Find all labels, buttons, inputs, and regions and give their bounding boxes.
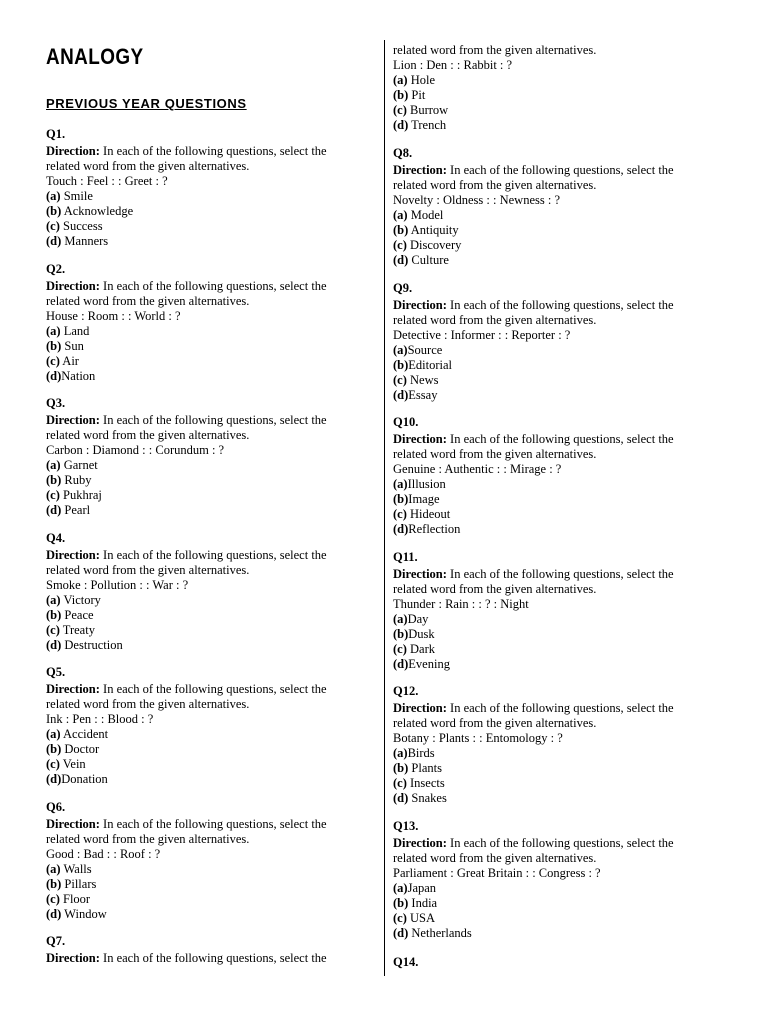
option-text: Treaty — [59, 622, 95, 637]
direction-text: In each of the following questions, select the — [450, 701, 674, 715]
analogy-pair: Novelty : Oldness : : Newness : ? — [393, 193, 560, 207]
option-text: Birds — [407, 746, 435, 760]
option-text: Editorial — [408, 357, 453, 372]
direction-label: Direction: — [393, 701, 447, 715]
option-text: Culture — [408, 253, 449, 267]
option-text: Antiquity — [408, 223, 459, 237]
answer-option — [46, 473, 327, 488]
option-letter: (b) — [46, 607, 62, 622]
analogy-pair: Thunder : Rain : : ? : Night — [393, 596, 529, 611]
option-letter: (b) — [46, 204, 62, 218]
option-text: Success — [59, 219, 103, 233]
direction-text: In each of the following questions, select the — [450, 432, 674, 446]
direction-label: Direction: — [46, 413, 100, 427]
answer-option — [393, 358, 674, 373]
question-block — [46, 127, 327, 249]
direction-text: In each of the following questions, select the — [103, 547, 327, 562]
option-letter: (a) — [393, 208, 408, 222]
option-letter: (d) — [46, 906, 62, 921]
answer-option — [46, 623, 327, 638]
answer-option — [46, 219, 327, 234]
direction-text-cont: related word from the given alternatives. — [46, 697, 250, 711]
option-letter: (b) — [393, 492, 409, 506]
direction-label: Direction: — [46, 816, 100, 831]
option-text: USA — [406, 910, 436, 925]
answer-option — [393, 118, 596, 133]
direction-label: Direction: — [46, 682, 100, 696]
option-letter: (a) — [393, 746, 408, 760]
question-continuation — [393, 43, 596, 133]
option-letter: (b) — [393, 761, 409, 775]
option-letter: (b) — [46, 876, 62, 891]
answer-option — [393, 238, 674, 253]
answer-option — [46, 488, 327, 503]
option-text: Donation — [61, 772, 108, 786]
direction-text-cont: related word from the given alternatives. — [46, 831, 250, 846]
answer-option — [393, 522, 674, 537]
direction-line — [46, 548, 327, 563]
option-text: Smile — [60, 189, 93, 203]
direction-text: In each of the following questions, select the — [103, 278, 327, 293]
direction-label: Direction: — [393, 163, 447, 177]
option-letter: (a) — [393, 611, 408, 626]
option-text: News — [406, 372, 439, 387]
option-letter: (b) — [393, 357, 409, 372]
option-letter: (d) — [393, 925, 409, 940]
direction-text-cont: related word from the given alternatives. — [46, 562, 250, 577]
question-number: Q2. — [46, 261, 66, 276]
answer-option — [393, 627, 674, 642]
direction-text: In each of the following questions, select the — [103, 413, 327, 427]
option-text: Pillars — [61, 876, 97, 891]
answer-option — [46, 772, 327, 787]
option-text: Dusk — [408, 626, 435, 641]
direction-label: Direction: — [46, 951, 100, 965]
option-letter: (c) — [393, 238, 407, 252]
option-letter: (b) — [46, 742, 62, 756]
option-text: Acknowledge — [61, 204, 134, 218]
option-text: Snakes — [408, 791, 447, 805]
option-letter: (d) — [393, 656, 409, 671]
option-letter: (d) — [46, 234, 62, 248]
answer-option — [393, 388, 674, 403]
direction-text-cont: related word from the given alternatives. — [46, 293, 250, 308]
option-text: Illusion — [407, 477, 446, 491]
analogy-pair: Genuine : Authentic : : Mirage : ? — [393, 462, 562, 476]
option-letter: (d) — [393, 791, 409, 805]
answer-option — [46, 503, 327, 518]
option-text: Ruby — [61, 473, 92, 487]
question-block — [393, 146, 674, 268]
analogy-pair: Ink : Pen : : Blood : ? — [46, 712, 154, 726]
direction-label: Direction: — [393, 835, 447, 850]
option-letter: (d) — [393, 387, 409, 402]
answer-option — [46, 638, 327, 653]
option-letter: (d) — [393, 118, 409, 132]
answer-option — [393, 657, 674, 672]
direction-line — [393, 432, 674, 447]
option-letter: (a) — [46, 727, 61, 741]
option-letter: (c) — [46, 219, 60, 233]
option-text: Sun — [61, 338, 84, 353]
option-letter: (b) — [46, 473, 62, 487]
column-divider — [384, 40, 385, 976]
analogy-pair: Lion : Den : : Rabbit : ? — [393, 58, 513, 72]
direction-text: In each of the following questions, select the — [450, 835, 674, 850]
option-text: Pearl — [61, 503, 91, 517]
answer-option — [393, 746, 674, 761]
option-text: Hole — [407, 73, 436, 87]
option-text: Discovery — [406, 238, 462, 252]
question-block — [46, 665, 327, 787]
answer-option — [393, 88, 596, 103]
question-number: Q8. — [393, 146, 413, 160]
option-text: Insects — [406, 776, 445, 790]
answer-option — [46, 593, 327, 608]
option-letter: (b) — [393, 895, 409, 910]
option-letter: (c) — [393, 776, 407, 790]
option-text: Manners — [61, 234, 109, 248]
option-text: Peace — [61, 607, 94, 622]
answer-option — [46, 892, 327, 907]
question-number: Q10. — [393, 415, 419, 429]
option-text: Floor — [59, 891, 91, 906]
option-text: Image — [408, 492, 440, 506]
option-letter: (d) — [46, 503, 62, 517]
analogy-pair: Good : Bad : : Roof : ? — [46, 846, 161, 861]
answer-option — [46, 324, 327, 339]
option-text: Doctor — [61, 742, 100, 756]
option-text: Destruction — [61, 637, 123, 652]
option-letter: (a) — [393, 342, 408, 357]
analogy-pair: Botany : Plants : : Entomology : ? — [393, 731, 563, 745]
direction-line — [393, 701, 674, 716]
direction-text: In each of the following questions, select the — [450, 297, 674, 312]
option-text: Accident — [60, 727, 109, 741]
option-letter: (c) — [393, 507, 407, 521]
answer-option — [393, 642, 674, 657]
analogy-pair: Parliament : Great Britain : : Congress : ? — [393, 865, 601, 880]
option-letter: (a) — [46, 323, 61, 338]
question-block — [46, 934, 327, 966]
option-text: Pit — [408, 88, 426, 102]
answer-option — [46, 369, 327, 384]
question-number: Q9. — [393, 280, 413, 295]
option-letter: (c) — [46, 488, 60, 502]
direction-text-cont: related word from the given alternatives. — [393, 43, 597, 57]
direction-text-cont: related word from the given alternatives. — [393, 178, 597, 192]
answer-option — [393, 343, 674, 358]
option-letter: (a) — [46, 458, 61, 472]
direction-text: In each of the following questions, select the — [450, 163, 674, 177]
option-text: Garnet — [60, 458, 98, 472]
option-text: Burrow — [406, 103, 449, 117]
answer-option — [46, 742, 327, 757]
question-number: Q13. — [393, 818, 419, 833]
option-letter: (d) — [393, 253, 409, 267]
option-letter: (d) — [393, 522, 409, 536]
option-text: Vein — [59, 757, 86, 771]
answer-option — [46, 204, 327, 219]
direction-text-cont: related word from the given alternatives. — [46, 428, 250, 442]
answer-option — [46, 877, 327, 892]
question-block — [46, 262, 327, 384]
option-letter: (c) — [46, 757, 60, 771]
direction-label: Direction: — [46, 278, 100, 293]
question-number: Q4. — [46, 530, 66, 545]
option-letter: (a) — [46, 189, 61, 203]
option-text: Trench — [408, 118, 447, 132]
option-text: Hideout — [406, 507, 451, 521]
answer-option — [393, 73, 596, 88]
direction-line — [46, 682, 327, 697]
answer-option — [393, 103, 596, 118]
answer-option — [46, 862, 327, 877]
option-text: Air — [59, 353, 79, 368]
question-block — [46, 531, 327, 653]
answer-option — [393, 492, 674, 507]
answer-option — [393, 926, 674, 941]
direction-text-cont: related word from the given alternatives. — [46, 159, 250, 173]
analogy-pair: Touch : Feel : : Greet : ? — [46, 174, 168, 188]
section-subtitle: PREVIOUS YEAR QUESTIONS — [46, 96, 247, 111]
direction-label: Direction: — [393, 566, 447, 581]
direction-text-cont: related word from the given alternatives. — [393, 581, 597, 596]
answer-option — [46, 354, 327, 369]
direction-text-cont: related word from the given alternatives. — [393, 850, 597, 865]
option-text: India — [408, 895, 438, 910]
direction-text: In each of the following questions, select the — [103, 682, 327, 696]
answer-option — [393, 507, 674, 522]
option-letter: (d) — [46, 637, 62, 652]
question-number: Q3. — [46, 396, 66, 410]
option-text: Source — [407, 342, 443, 357]
option-letter: (a) — [46, 592, 61, 607]
question-number: Q1. — [46, 127, 66, 141]
question-block — [393, 819, 674, 941]
answer-option — [46, 727, 327, 742]
direction-line — [46, 951, 327, 966]
direction-label: Direction: — [46, 547, 100, 562]
answer-option — [46, 757, 327, 772]
option-letter: (c) — [46, 891, 60, 906]
answer-option — [46, 458, 327, 473]
question-number: Q7. — [46, 934, 66, 948]
direction-text: In each of the following questions, select the — [450, 566, 674, 581]
question-number: Q14. — [393, 955, 419, 969]
option-letter: (c) — [393, 641, 407, 656]
answer-option — [393, 791, 674, 806]
answer-option — [46, 608, 327, 623]
analogy-pair: Smoke : Pollution : : War : ? — [46, 577, 189, 592]
option-letter: (b) — [393, 88, 409, 102]
option-letter: (c) — [46, 353, 60, 368]
direction-text: In each of the following questions, select the — [103, 144, 327, 158]
option-text: Netherlands — [408, 925, 472, 940]
direction-text-cont: related word from the given alternatives. — [393, 447, 597, 461]
direction-line — [46, 413, 327, 428]
option-letter: (c) — [393, 103, 407, 117]
answer-option — [393, 896, 674, 911]
answer-option — [393, 223, 674, 238]
page-title: ANALOGY — [46, 44, 144, 69]
direction-line — [46, 144, 327, 159]
analogy-pair: Detective : Informer : : Reporter : ? — [393, 327, 571, 342]
question-block — [393, 955, 418, 972]
option-text: Walls — [60, 861, 92, 876]
question-number: Q5. — [46, 665, 66, 679]
direction-text: In each of the following questions, select the — [103, 816, 327, 831]
option-text: Plants — [408, 761, 442, 775]
option-letter: (c) — [393, 910, 407, 925]
option-text: Victory — [60, 592, 101, 607]
question-block — [393, 684, 674, 806]
option-letter: (b) — [393, 626, 409, 641]
option-letter: (a) — [393, 73, 408, 87]
option-letter: (a) — [393, 477, 408, 491]
option-text: Day — [407, 611, 429, 626]
option-text: Model — [407, 208, 444, 222]
option-letter: (c) — [393, 372, 407, 387]
option-text: Reflection — [408, 522, 461, 536]
question-number: Q11. — [393, 549, 418, 564]
answer-option — [46, 189, 327, 204]
answer-option — [393, 761, 674, 776]
question-block — [46, 800, 327, 922]
direction-line — [393, 836, 674, 851]
option-letter: (c) — [46, 622, 60, 637]
question-block — [393, 550, 674, 672]
question-block — [46, 396, 327, 518]
analogy-pair: House : Room : : World : ? — [46, 308, 181, 323]
answer-option — [393, 612, 674, 627]
option-letter: (b) — [46, 338, 62, 353]
question-block — [393, 415, 674, 537]
direction-line — [46, 817, 327, 832]
answer-option — [393, 776, 674, 791]
answer-option — [46, 339, 327, 354]
answer-option — [46, 234, 327, 249]
option-text: Dark — [406, 641, 435, 656]
option-letter: (a) — [393, 880, 408, 895]
direction-line — [393, 298, 674, 313]
answer-option — [393, 208, 674, 223]
option-text: Land — [60, 323, 90, 338]
answer-option — [393, 253, 674, 268]
option-letter: (d) — [46, 368, 62, 383]
direction-text: In each of the following questions, select the — [103, 951, 327, 965]
direction-label: Direction: — [393, 297, 447, 312]
question-number: Q12. — [393, 684, 419, 698]
option-text: Nation — [61, 368, 96, 383]
answer-option — [393, 477, 674, 492]
option-letter: (b) — [393, 223, 409, 237]
analogy-pair: Carbon : Diamond : : Corundum : ? — [46, 443, 225, 457]
direction-label: Direction: — [393, 432, 447, 446]
option-letter: (d) — [46, 772, 62, 786]
direction-line — [46, 279, 327, 294]
answer-option — [393, 373, 674, 388]
option-letter: (a) — [46, 861, 61, 876]
answer-option — [46, 907, 327, 922]
direction-line — [393, 567, 674, 582]
option-text: Window — [61, 906, 107, 921]
direction-text-cont: related word from the given alternatives. — [393, 312, 597, 327]
direction-text-cont: related word from the given alternatives. — [393, 716, 597, 730]
question-block — [393, 281, 674, 403]
answer-option — [393, 911, 674, 926]
option-text: Pukhraj — [59, 488, 102, 502]
option-text: Evening — [408, 656, 450, 671]
direction-line — [393, 163, 674, 178]
option-text: Essay — [408, 387, 438, 402]
answer-option — [393, 881, 674, 896]
direction-label: Direction: — [46, 144, 100, 158]
option-text: Japan — [407, 880, 437, 895]
question-number: Q6. — [46, 799, 66, 814]
